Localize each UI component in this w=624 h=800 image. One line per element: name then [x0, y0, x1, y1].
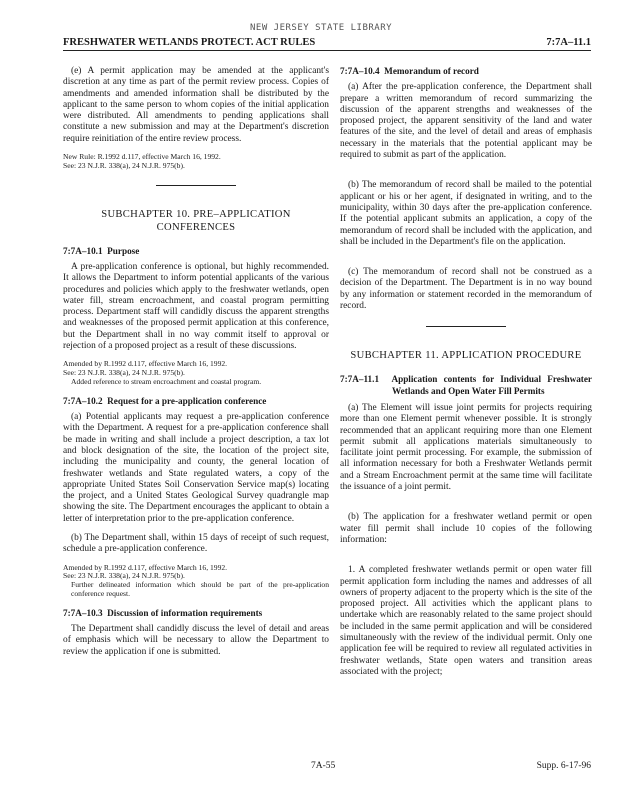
- section-number: 7:7A–10.4: [340, 66, 380, 76]
- source-annotation: Added reference to stream encroachment and coastal program.: [71, 376, 262, 386]
- source-line: Amended by R.1992 d.117, effective March 16, 1992.: [63, 562, 228, 572]
- paragraph-11-1-b: (b) The application for a freshwater wetland permit or open water fill permit shall include 10 copies of the following information:: [340, 512, 592, 545]
- section-10-4-heading: [340, 66, 592, 77]
- section-number: 7:7A–10.2: [63, 395, 103, 406]
- section-divider: [156, 185, 236, 186]
- section-number: 7:7A–11.1: [340, 374, 380, 385]
- page-number: 7A-55: [311, 761, 336, 771]
- running-header: [63, 37, 591, 51]
- section-10-3-heading: [63, 608, 329, 619]
- header-section-range: 7:7A–11.1: [546, 37, 591, 48]
- section-10-2-heading: [63, 396, 329, 407]
- subchapter-11-heading: SUBCHAPTER 11. APPLICATION PROCEDURE: [350, 350, 582, 362]
- subchapter-heading-line: CONFERENCES: [156, 221, 236, 233]
- section-10-1-heading: [63, 246, 329, 257]
- source-annotation: Further delineated information which should be part of the pre-application conference request.: [71, 580, 329, 598]
- paragraph-11-1-b-1: 1. A completed freshwater wetlands permit or open water fill permit application form including the names and addresses of all owners of property adjacent to the property which is the site of the proposed project. All activities which the applicant plans to undertake which are reasonably related to the same project should be included in the same permit application and will be considered simultaneously with the review of the individual permit. Only one application fee will be required to review all regulated activities in freshwater wetlands, State open waters and transition areas associated with the project;: [340, 565, 592, 677]
- source-line: See: 23 N.J.R. 338(a), 24 N.J.R. 975(b).: [63, 160, 185, 170]
- section-title: Discussion of information requirements: [107, 607, 263, 618]
- section-number: 7:7A–10.1: [63, 245, 103, 256]
- subchapter-heading-line: SUBCHAPTER 10. PRE–APPLICATION: [101, 208, 291, 220]
- section-divider: [426, 326, 506, 327]
- section-title: Memorandum of record: [384, 66, 479, 76]
- subchapter-10-heading: [63, 208, 329, 234]
- supplement-date: Supp. 6-17-96: [536, 761, 591, 771]
- source-note: [63, 360, 329, 386]
- paragraph-10-2-a: (a) Potential applicants may request a pre-application conference with the Department. A request for a pre-application conference shall be made in writing and shall include a project description, a tax lot and block designation of the site, the location of the project site, including the municipality and county, the general location of freshwater wetlands and State regulated waters, a copy of the appropriate United States Soil Conservation Service map(s) locating the project, and a United States Geological Survey quadrangle map showing the site. The Department encourages the applicant to obtain a letter of interpretation prior to the pre-application conference.: [63, 412, 329, 524]
- paragraph-10-4-b: (b) The memorandum of record shall be mailed to the potential applicant or his or her agent, if designated in writing, and to the municipality, within 30 days after the pre-application conference. If the potential applicant submits an application, a copy of the memorandum of record shall be included with the application, and shall be included in the Department's file on the application.: [340, 180, 592, 247]
- paragraph-10-3: The Department shall candidly discuss the level of detail and areas of emphasis which will be necessary to allow the Department to review the application if one is submitted.: [63, 624, 329, 657]
- header-title: FRESHWATER WETLANDS PROTECT. ACT RULES: [63, 37, 316, 48]
- paragraph-10-1: A pre-application conference is optional, but highly recommended. It allows the Department to inform potential applicants of the various procedures and policies which apply to the freshwater wetlands, open water fill, stream encroachment, and coastal program permitting process. Department staff will candidly discuss the apparent strengths and weaknesses of the proposed permit application at this conference, but the Department shall in no way commit itself to approval or rejection of a proposed project as a result of these discussions.: [63, 261, 329, 352]
- paragraph-10-2-b: (b) The Department shall, within 15 days of receipt of such request, schedule a pre-application conference.: [63, 533, 329, 555]
- source-line: See: 23 N.J.R. 338(a), 24 N.J.R. 975(b).: [63, 571, 185, 581]
- section-number: 7:7A–10.3: [63, 607, 103, 618]
- source-note: [63, 153, 329, 171]
- left-column: [63, 66, 329, 666]
- section-11-1-heading: [340, 374, 592, 397]
- library-stamp: NEW JERSEY STATE LIBRARY: [250, 23, 393, 33]
- source-line: Amended by R.1992 d.117, effective March 16, 1992.: [63, 359, 228, 369]
- paragraph-10-4-c: (c) The memorandum of record shall not be construed as a decision of the Department. The Department is in no way bound by any information or statement recorded in the memorandum of record.: [340, 267, 592, 312]
- source-line: See: 23 N.J.R. 338(a), 24 N.J.R. 975(b).: [63, 368, 185, 378]
- paragraph-e: (e) A permit application may be amended at the applicant's discretion at any time as part of the permit review process. Copies of amendments and amended information shall be distributed by the applicant to the same person to whom copies of the initial application were distributed. All amendments to pending applications shall constitute a new submission and may at the Department's discretion require reinitiation of the entire review process.: [63, 66, 329, 144]
- right-column: [340, 66, 592, 686]
- paragraph-11-1-a: (a) The Element will issue joint permits for projects requiring more than one Element permit whenever possible. It is strongly recommended that an applicant requiring more than one Element permit submit all applications materials simultaneously to facilitate joint permit processing. For example, the submission of all information necessary for both a Freshwater Wetlands permit and a Stream Encroachment permit at the same time will facilitate the issuance of a joint permit.: [340, 402, 592, 493]
- section-title: Application contents for Individual Freshwater Wetlands and Open Water Fill Permits: [391, 374, 593, 396]
- source-note: [63, 564, 329, 599]
- section-title: Purpose: [107, 245, 140, 256]
- source-line: New Rule: R.1992 d.117, effective March 16, 1992.: [63, 152, 221, 162]
- page-footer: [63, 761, 591, 771]
- paragraph-10-4-a: (a) After the pre-application conference, the Department shall prepare a written memorandum of record summarizing the discussion of the apparent strengths and weaknesses of the proposed project, the apparent sensitivity of the land and water features of the site, and the level of detail and areas of emphasis necessary in the materials that the potential applicant may be required to submit as part of the application.: [340, 82, 592, 161]
- section-title: Request for a pre-application conference: [107, 395, 267, 406]
